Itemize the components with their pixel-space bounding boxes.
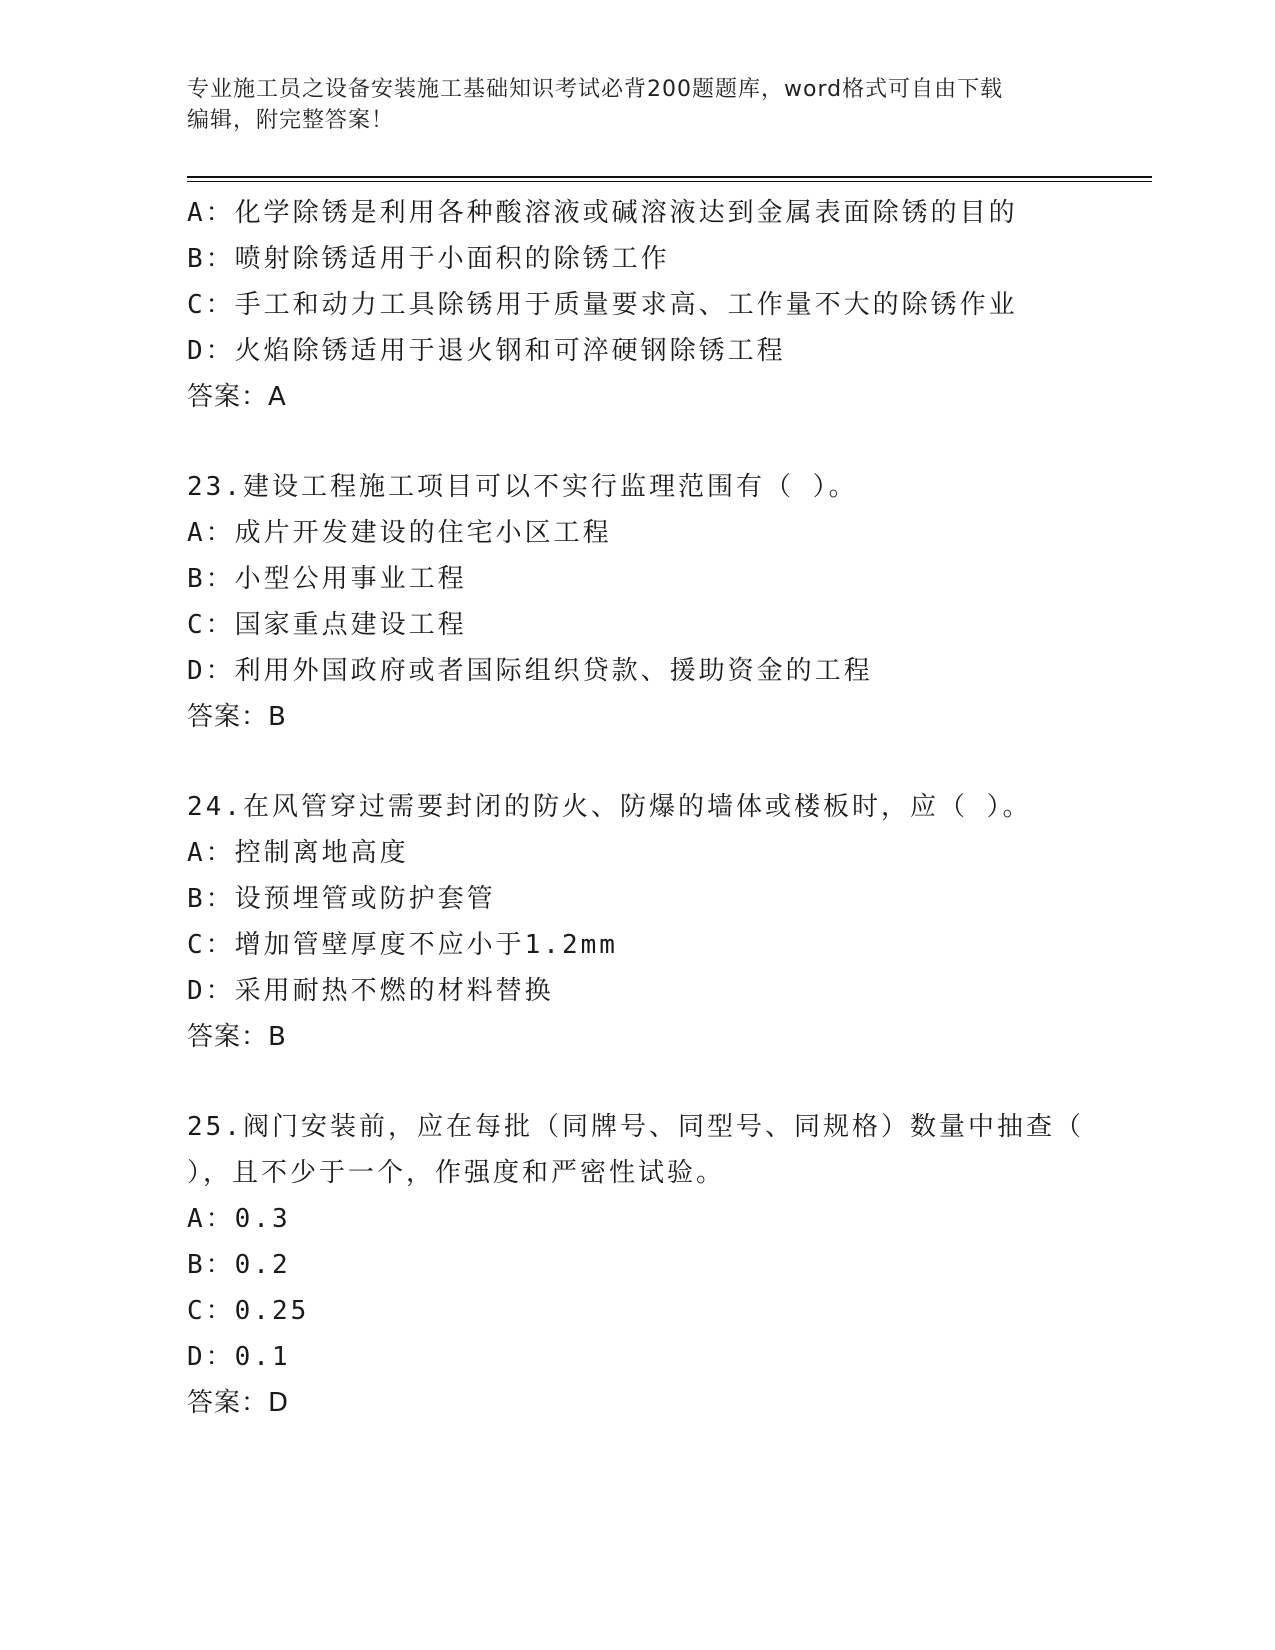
- option-c: C：0.25: [187, 1296, 310, 1326]
- option-c: C：增加管壁厚度不应小于1.2mm: [187, 930, 618, 960]
- header-title-line-2: 编辑，附完整答案！: [187, 108, 395, 133]
- question-content: [187, 190, 1147, 1426]
- option-c: C：手工和动力工具除锈用于质量要求高、工作量不大的除锈作业: [187, 290, 1018, 320]
- option-b: B：设预埋管或防护套管: [187, 884, 496, 914]
- spacer: [187, 1060, 1147, 1104]
- header-divider-thin: [187, 181, 1152, 182]
- answer-text: 答案：A: [187, 382, 287, 412]
- spacer: [187, 740, 1147, 784]
- document-header: [187, 74, 1087, 136]
- option-a: A：控制离地高度: [187, 838, 409, 868]
- option-c: C：国家重点建设工程: [187, 610, 467, 640]
- header-title-line-1: 专业施工员之设备安装施工基础知识考试必背200题题库，word格式可自由下载: [187, 77, 1004, 102]
- option-a: A：化学除锈是利用各种酸溶液或碱溶液达到金属表面除锈的目的: [187, 198, 1018, 228]
- option-b: B：喷射除锈适用于小面积的除锈工作: [187, 244, 670, 274]
- question-text-line-2: ），且不少于一个，作强度和严密性试验。: [187, 1158, 726, 1188]
- question-text: 23.建设工程施工项目可以不实行监理范围有（ ）。: [187, 472, 858, 502]
- header-divider-thick: [187, 176, 1152, 178]
- option-a: A：0.3: [187, 1204, 291, 1234]
- option-d: D：火焰除锈适用于退火钢和可淬硬钢除锈工程: [187, 336, 786, 366]
- answer-text: 答案：B: [187, 702, 287, 732]
- option-b: B：小型公用事业工程: [187, 564, 467, 594]
- option-a: A：成片开发建设的住宅小区工程: [187, 518, 612, 548]
- question-25-block: [187, 1104, 1147, 1426]
- question-22-block: [187, 190, 1147, 420]
- option-d: D：采用耐热不燃的材料替换: [187, 976, 554, 1006]
- answer-text: 答案：B: [187, 1022, 287, 1052]
- spacer: [187, 420, 1147, 464]
- option-b: B：0.2: [187, 1250, 291, 1280]
- option-d: D：利用外国政府或者国际组织贷款、援助资金的工程: [187, 656, 873, 686]
- answer-text: 答案：D: [187, 1388, 290, 1418]
- question-text: 24.在风管穿过需要封闭的防火、防爆的墙体或楼板时，应（ ）。: [187, 792, 1032, 822]
- option-d: D：0.1: [187, 1342, 291, 1372]
- question-23-block: [187, 464, 1147, 740]
- question-text-line-1: 25.阀门安装前，应在每批（同牌号、同型号、同规格）数量中抽查（: [187, 1112, 1084, 1142]
- question-24-block: [187, 784, 1147, 1060]
